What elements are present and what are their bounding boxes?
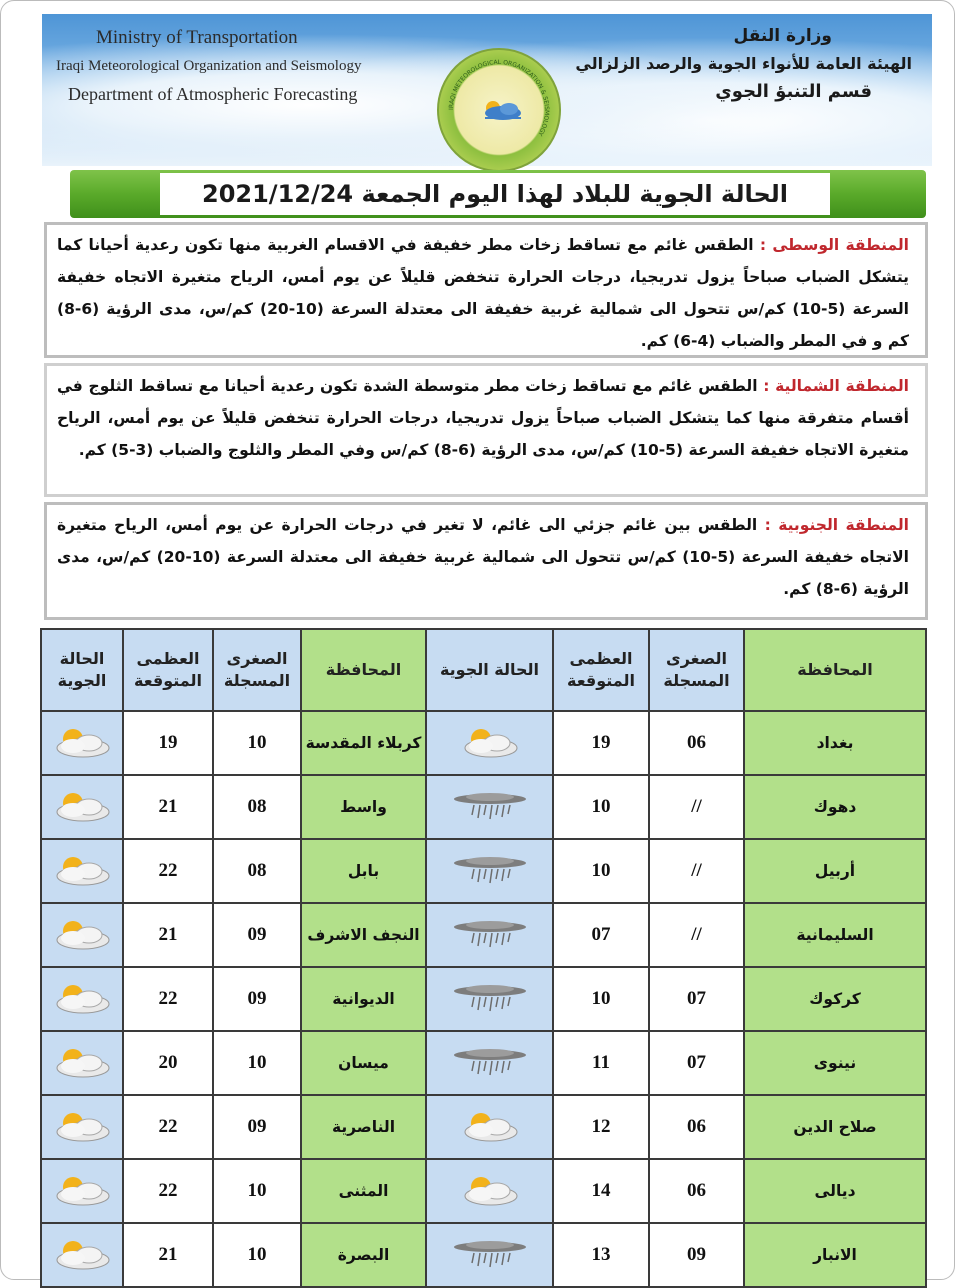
province-left: النجف الاشرف — [301, 903, 426, 967]
max-left: 19 — [123, 711, 213, 775]
min-right: 06 — [649, 1159, 744, 1223]
min-left: 10 — [213, 1223, 301, 1287]
header-province-left: المحافظة — [301, 629, 426, 711]
forecast-table — [40, 628, 927, 1288]
province-left: المثنى — [301, 1159, 426, 1223]
ministry-name-en: Ministry of Transportation — [96, 27, 298, 48]
province-right: السليمانية — [744, 903, 926, 967]
max-right: 13 — [553, 1223, 649, 1287]
max-right: 14 — [553, 1159, 649, 1223]
province-right: نينوى — [744, 1031, 926, 1095]
partly-cloudy-icon — [41, 1223, 123, 1287]
region-central-label: المنطقة الوسطى : — [759, 236, 909, 254]
min-left: 08 — [213, 775, 301, 839]
department-name-en: Department of Atmospheric Forecasting — [68, 84, 358, 104]
min-right: 09 — [649, 1223, 744, 1287]
department-name-ar: قسم التنبؤ الجوي — [715, 81, 872, 102]
rain-cloud-icon — [426, 839, 553, 903]
partly-cloudy-icon — [41, 839, 123, 903]
rain-cloud-icon — [426, 1031, 553, 1095]
min-left: 10 — [213, 711, 301, 775]
table-row — [41, 1159, 926, 1223]
region-north-text: الطقس غائم مع تساقط زخات مطر متوسطة الشدة تكون رعدية أحيانا مع تساقط الثلوج في أقسام متفرقة منها كما يتشكل الضباب صباحاً يزول تدريجيا، درجات الحرارة تنخفض قليلاً عن يوم أمس، الرياح متغيرة الاتجاه خفيفة السرعة (5-10) كم/س، مدى الرؤية (6-8) كم/س وفي المطر والثلوج والضباب (3-5) كم. — [57, 377, 909, 459]
table-row — [41, 967, 926, 1031]
province-left: الناصرية — [301, 1095, 426, 1159]
province-right: صلاح الدين — [744, 1095, 926, 1159]
partly-cloudy-icon — [41, 775, 123, 839]
organization-name-ar: الهيئة العامة للأنواء الجوية والرصد الزلزالي — [575, 54, 912, 73]
max-left: 21 — [123, 903, 213, 967]
table-row — [41, 1031, 926, 1095]
header-max-left: العظمى المتوقعة — [123, 629, 213, 711]
partly-cloudy-icon — [426, 1095, 553, 1159]
province-left: البصرة — [301, 1223, 426, 1287]
min-left: 09 — [213, 1095, 301, 1159]
min-right: 07 — [649, 1031, 744, 1095]
table-row — [41, 1095, 926, 1159]
header-max-right: العظمى المتوقعة — [553, 629, 649, 711]
partly-cloudy-icon — [41, 967, 123, 1031]
province-right: بغداد — [744, 711, 926, 775]
min-right: // — [649, 839, 744, 903]
min-left: 10 — [213, 1159, 301, 1223]
region-south-label: المنطقة الجنوبية : — [764, 516, 909, 534]
partly-cloudy-icon — [41, 1095, 123, 1159]
province-right: دهوك — [744, 775, 926, 839]
min-left: 09 — [213, 903, 301, 967]
header-english — [56, 24, 361, 108]
province-left: ميسان — [301, 1031, 426, 1095]
rain-cloud-icon — [426, 967, 553, 1031]
table-header-row — [41, 629, 926, 711]
organization-name-en: Iraqi Meteorological Organization and Seismology — [56, 58, 362, 74]
organization-logo — [437, 48, 561, 172]
max-left: 20 — [123, 1031, 213, 1095]
min-right: 06 — [649, 711, 744, 775]
rain-cloud-icon — [426, 1223, 553, 1287]
max-right: 07 — [553, 903, 649, 967]
partly-cloudy-icon — [41, 903, 123, 967]
province-right: ديالى — [744, 1159, 926, 1223]
table-row — [41, 1223, 926, 1287]
min-left: 08 — [213, 839, 301, 903]
header-min-right: الصغرى المسجلة — [649, 629, 744, 711]
max-left: 21 — [123, 775, 213, 839]
max-left: 22 — [123, 1159, 213, 1223]
title-bar — [70, 170, 926, 218]
min-left: 09 — [213, 967, 301, 1031]
partly-cloudy-icon — [41, 1159, 123, 1223]
max-right: 10 — [553, 775, 649, 839]
table-row — [41, 775, 926, 839]
table-row — [41, 903, 926, 967]
province-left: بابل — [301, 839, 426, 903]
min-left: 10 — [213, 1031, 301, 1095]
page-title: الحالة الجوية للبلاد لهذا اليوم الجمعة 2021/12/24 — [202, 180, 789, 208]
province-left: الديوانية — [301, 967, 426, 1031]
province-right: كركوك — [744, 967, 926, 1031]
province-right: الانبار — [744, 1223, 926, 1287]
partly-cloudy-icon — [426, 1159, 553, 1223]
header-min-left: الصغرى المسجلة — [213, 629, 301, 711]
min-right: 07 — [649, 967, 744, 1031]
min-right: 06 — [649, 1095, 744, 1159]
partly-cloudy-icon — [41, 711, 123, 775]
rain-cloud-icon — [426, 775, 553, 839]
logo-cloud-icon — [479, 98, 525, 122]
header-arabic — [575, 22, 912, 106]
svg-text:IRAQI METEOROLOGICAL ORGANIZAT: IRAQI METEOROLOGICAL ORGANIZATION & SEISMOLOGY — [447, 58, 551, 137]
partly-cloudy-icon — [426, 711, 553, 775]
max-right: 12 — [553, 1095, 649, 1159]
region-north-label: المنطقة الشمالية : — [763, 377, 909, 395]
max-right: 10 — [553, 839, 649, 903]
rain-cloud-icon — [426, 903, 553, 967]
province-left: كربلاء المقدسة — [301, 711, 426, 775]
region-central-text: الطقس غائم مع تساقط زخات مطر خفيفة في الاقسام الغربية منها تكون رعدية أحيانا كما يتشكل الضباب صباحاً يزول تدريجيا، درجات الحرارة تنخفض قليلاً عن يوم أمس، الرياح متغيرة الاتجاه خفيفة السرعة (5-10) كم/س تتحول الى شمالية غربية خفيفة الى معتدلة السرعة (10-20) كم/س، مدى الرؤية (6-8) كم و في المطر والضباب (4-6) كم. — [57, 236, 909, 350]
region-central — [44, 222, 928, 358]
max-right: 19 — [553, 711, 649, 775]
table-row — [41, 711, 926, 775]
max-left: 22 — [123, 1095, 213, 1159]
header-banner — [42, 14, 932, 166]
max-left: 21 — [123, 1223, 213, 1287]
header-condition-right: الحالة الجوية — [426, 629, 553, 711]
region-north — [44, 363, 928, 497]
max-right: 10 — [553, 967, 649, 1031]
ministry-name-ar: وزارة النقل — [733, 26, 832, 46]
header-condition-left: الحالة الجوية — [41, 629, 123, 711]
header-province-right: المحافظة — [744, 629, 926, 711]
title-box — [160, 173, 830, 215]
min-right: // — [649, 903, 744, 967]
region-south-text: الطقس بين غائم جزئي الى غائم، لا تغير في درجات الحرارة عن يوم أمس، الرياح متغيرة الاتجاه خفيفة السرعة (5-10) كم/س تتحول الى شمالية غربية خفيفة الى معتدلة السرعة (10-20) كم/س، مدى الرؤية (6-8) كم. — [57, 516, 909, 598]
province-left: واسط — [301, 775, 426, 839]
min-right: // — [649, 775, 744, 839]
province-right: أربيل — [744, 839, 926, 903]
partly-cloudy-icon — [41, 1031, 123, 1095]
max-left: 22 — [123, 839, 213, 903]
table-row — [41, 839, 926, 903]
max-right: 11 — [553, 1031, 649, 1095]
region-south — [44, 502, 928, 620]
max-left: 22 — [123, 967, 213, 1031]
